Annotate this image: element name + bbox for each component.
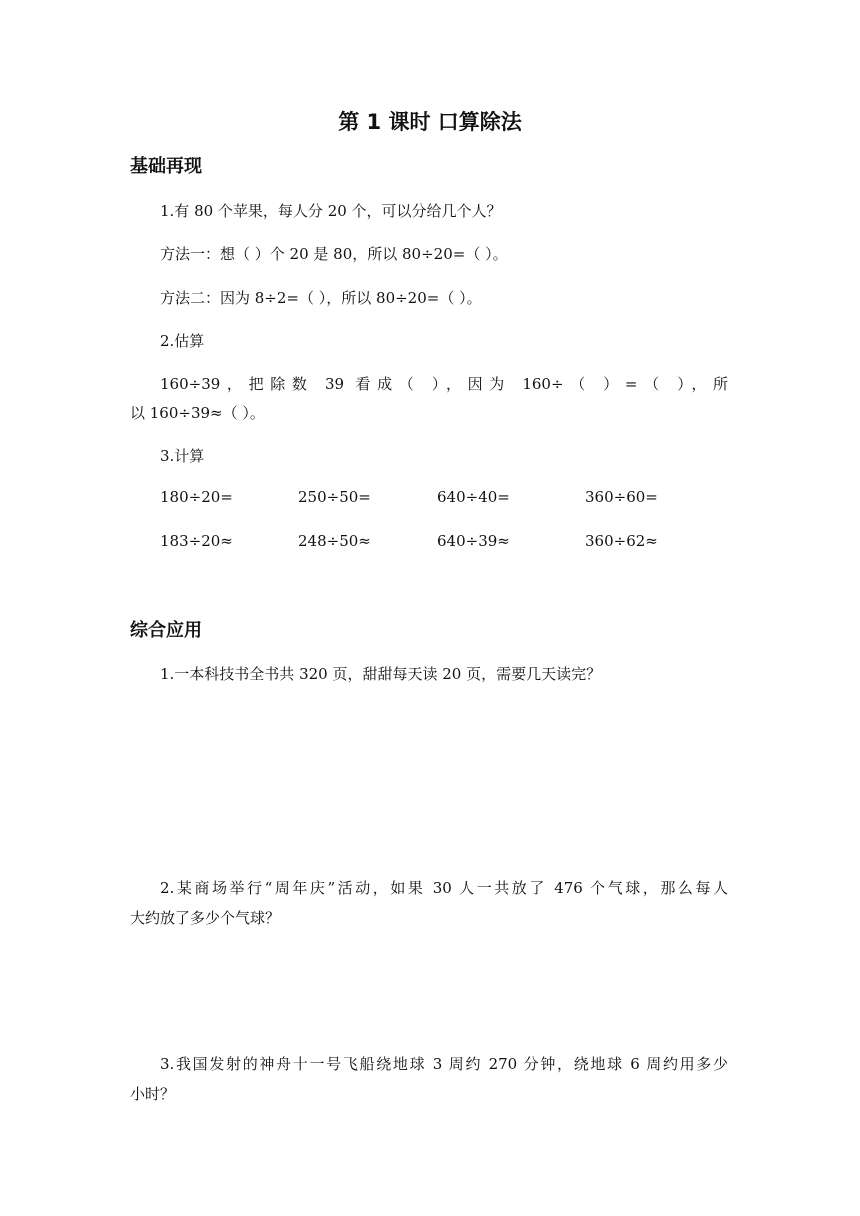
question-2-line-1: 160÷39，把除数 39 看成（ ），因为 160÷（ ）=（ ），所 [160,375,728,393]
section-heading-application: 综合应用 [130,620,202,641]
calc-item: 248÷50≈ [298,532,371,550]
question-2-label: 2.估算 [160,332,205,350]
calc-item: 250÷50= [298,488,371,506]
application-problem-2-line-1: 2.某商场举行“周年庆”活动，如果 30 人一共放了 476 个气球，那么每人 [160,879,728,897]
question-1-method-2: 方法二：因为 8÷2=（ ），所以 80÷20=（ ）。 [160,289,482,307]
question-2-line-2: 以 160÷39≈（ ）。 [130,404,265,422]
question-3-label: 3.计算 [160,447,205,465]
section-heading-basics: 基础再现 [130,156,202,177]
application-problem-3-line-2: 小时？ [130,1085,176,1103]
calc-item: 360÷60= [585,488,658,506]
application-problem-3-line-1: 3.我国发射的神舟十一号飞船绕地球 3 周约 270 分钟，绕地球 6 周约用多少 [160,1055,728,1073]
application-problem-1: 1.一本科技书全书共 320 页，甜甜每天读 20 页，需要几天读完？ [160,665,602,683]
calc-item: 360÷62≈ [585,532,658,550]
calc-item: 640÷39≈ [437,532,510,550]
page-title: 第 1 课时 口算除法 [338,110,522,134]
question-1-method-1: 方法一：想（ ）个 20 是 80，所以 80÷20=（ ）。 [160,245,508,263]
calc-item: 640÷40= [437,488,510,506]
calc-item: 183÷20≈ [160,532,233,550]
application-problem-2-line-2: 大约放了多少个气球？ [130,909,281,927]
question-1-text: 1.有 80 个苹果，每人分 20 个，可以分给几个人？ [160,202,502,220]
calc-item: 180÷20= [160,488,233,506]
